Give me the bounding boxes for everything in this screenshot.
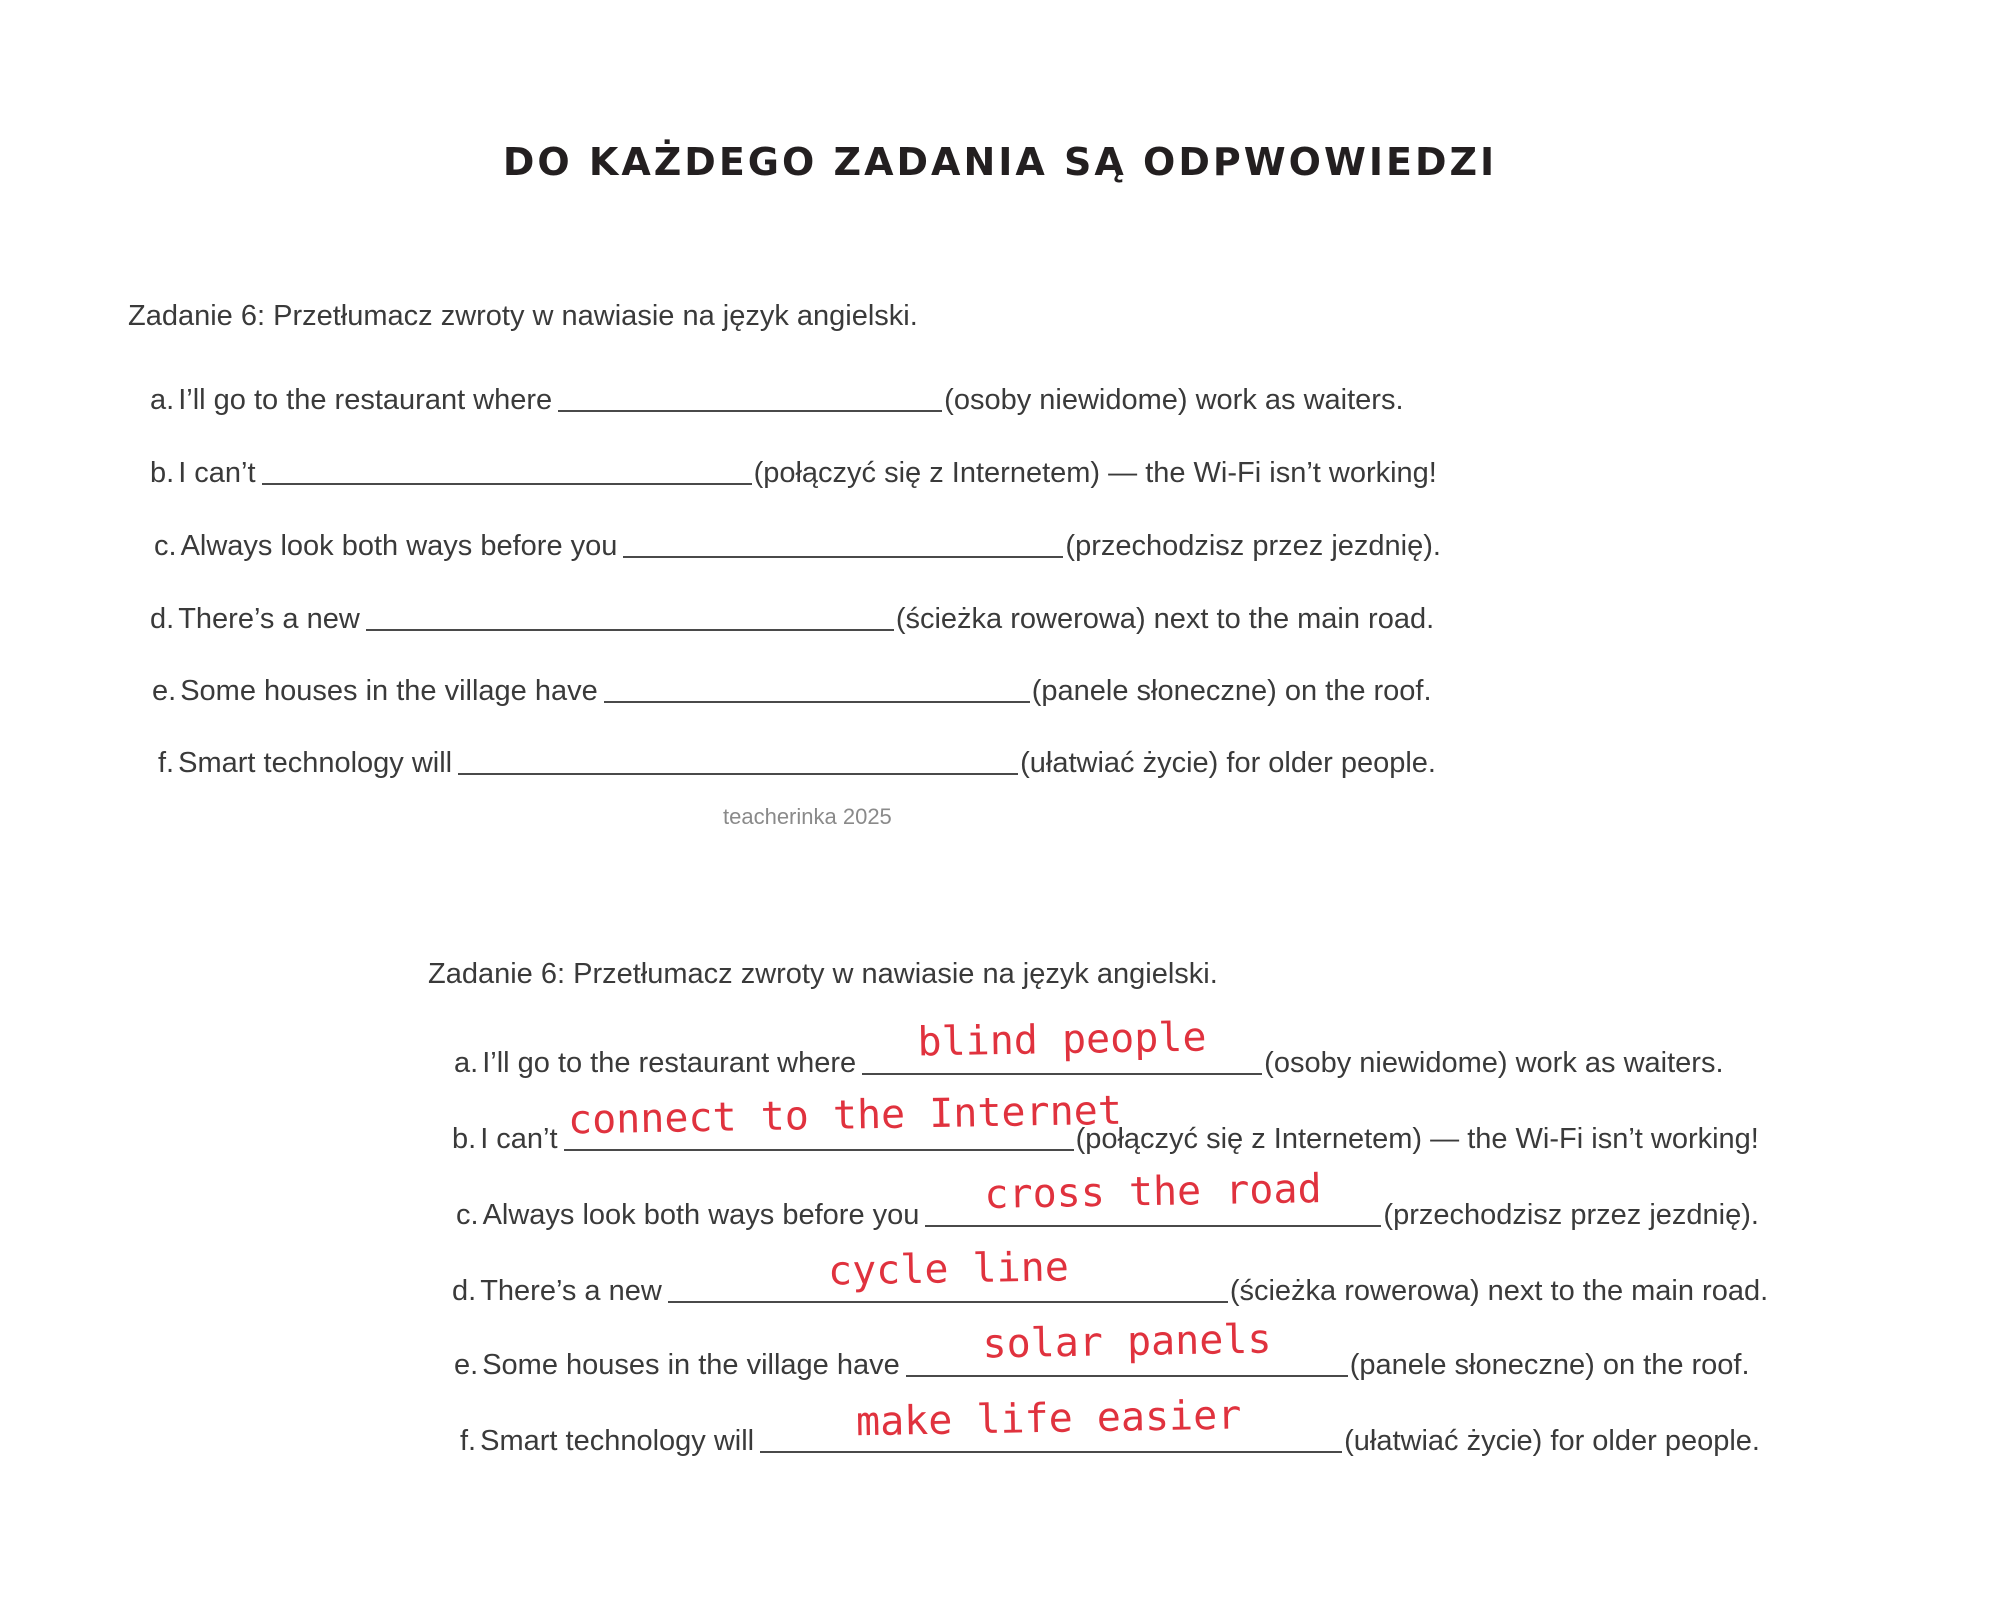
- item-letter: a.: [454, 1047, 479, 1079]
- item-text-before: Smart technology will: [480, 1425, 755, 1457]
- item-text-after: (ułatwiać życie) for older people.: [1344, 1425, 1760, 1457]
- answer-blank[interactable]: [558, 380, 942, 412]
- answer-item-c: [456, 1166, 1759, 1232]
- item-letter: c.: [456, 1199, 479, 1231]
- item-letter: b.: [150, 457, 175, 489]
- item-text-after: (przechodzisz przez jezdnię).: [1065, 530, 1441, 562]
- item-text-before: I’ll go to the restaurant where: [178, 384, 553, 416]
- item-text-after: (osoby niewidome) work as waiters.: [1264, 1047, 1724, 1079]
- page-title: DO KAŻDEGO ZADANIA SĄ ODPWOWIEDZI: [502, 140, 1498, 184]
- answer-blank[interactable]: [668, 1244, 1228, 1303]
- worksheet-blank: [128, 300, 1528, 860]
- item-text-before: Some houses in the village have: [482, 1349, 900, 1381]
- item-text-after: (przechodzisz przez jezdnię).: [1383, 1199, 1759, 1231]
- answer-item-e: [454, 1316, 1750, 1382]
- worksheet-answers: [428, 958, 1878, 1478]
- handwritten-answer: blind people: [917, 1014, 1208, 1066]
- answer-blank[interactable]: [262, 453, 752, 485]
- item-letter: e.: [454, 1349, 479, 1381]
- item-letter: b.: [452, 1123, 477, 1155]
- answer-blank[interactable]: [458, 743, 1018, 775]
- exercise-item-d: [150, 599, 1434, 636]
- answer-item-a: [454, 1014, 1724, 1080]
- answer-blank[interactable]: [925, 1166, 1381, 1227]
- answer-blank[interactable]: [564, 1087, 1122, 1151]
- exercise-item-e: [152, 671, 1432, 708]
- item-letter: c.: [154, 530, 177, 562]
- item-text-before: There’s a new: [178, 603, 360, 635]
- item-text-after: (panele słoneczne) on the roof.: [1349, 1349, 1750, 1381]
- answer-item-b: [452, 1087, 1759, 1156]
- item-text-after: (ułatwiać życie) for older people.: [1020, 747, 1436, 779]
- answer-blank[interactable]: [623, 526, 1063, 558]
- item-letter: a.: [150, 384, 175, 416]
- handwritten-answer: cross the road: [984, 1166, 1323, 1218]
- answer-blank[interactable]: [366, 599, 894, 631]
- worksheet-heading: Zadanie 6: Przetłumacz zwroty w nawiasie na język angielski.: [428, 958, 1218, 990]
- answer-blank[interactable]: [906, 1316, 1348, 1377]
- exercise-item-c: [154, 526, 1441, 563]
- item-text-before: Always look both ways before you: [482, 1199, 920, 1231]
- answer-blank[interactable]: [604, 671, 1030, 703]
- item-text-before: I can’t: [178, 457, 256, 489]
- item-text-after: (osoby niewidome) work as waiters.: [944, 384, 1404, 416]
- credit-text: teacherinka 2025: [723, 804, 892, 829]
- item-text-after: (połączyć się z Internetem) — the Wi-Fi isn’t working!: [1075, 1123, 1759, 1155]
- exercise-item-a: [150, 380, 1404, 417]
- item-text-before: I’ll go to the restaurant where: [482, 1047, 857, 1079]
- item-letter: d.: [452, 1275, 477, 1307]
- item-text-before: Smart technology will: [178, 747, 453, 779]
- worksheet-heading: Zadanie 6: Przetłumacz zwroty w nawiasie na język angielski.: [128, 300, 918, 332]
- answer-blank[interactable]: [862, 1014, 1262, 1075]
- answer-blank[interactable]: [760, 1392, 1342, 1453]
- item-letter: e.: [152, 675, 177, 707]
- handwritten-answer: cycle line: [827, 1244, 1070, 1295]
- exercise-item-f: [158, 743, 1436, 780]
- exercise-item-b: [150, 453, 1437, 490]
- item-text-before: I can’t: [480, 1123, 558, 1155]
- item-text-before: There’s a new: [480, 1275, 662, 1307]
- item-letter: f.: [158, 747, 175, 779]
- item-text-before: Some houses in the village have: [180, 675, 598, 707]
- handwritten-answer: solar panels: [981, 1316, 1272, 1368]
- answer-item-f: [460, 1392, 1760, 1458]
- handwritten-answer: make life easier: [855, 1392, 1242, 1446]
- item-letter: d.: [150, 603, 175, 635]
- item-text-after: (panele słoneczne) on the roof.: [1031, 675, 1432, 707]
- item-text-after: (połączyć się z Internetem) — the Wi-Fi isn’t working!: [753, 457, 1437, 489]
- handwritten-answer: connect to the Internet: [567, 1087, 1122, 1144]
- item-text-after: (ścieżka rowerowa) next to the main road.: [1229, 1275, 1769, 1307]
- item-text-before: Always look both ways before you: [180, 530, 618, 562]
- item-text-after: (ścieżka rowerowa) next to the main road.: [895, 603, 1435, 635]
- item-letter: f.: [460, 1425, 477, 1457]
- answer-item-d: [452, 1244, 1769, 1308]
